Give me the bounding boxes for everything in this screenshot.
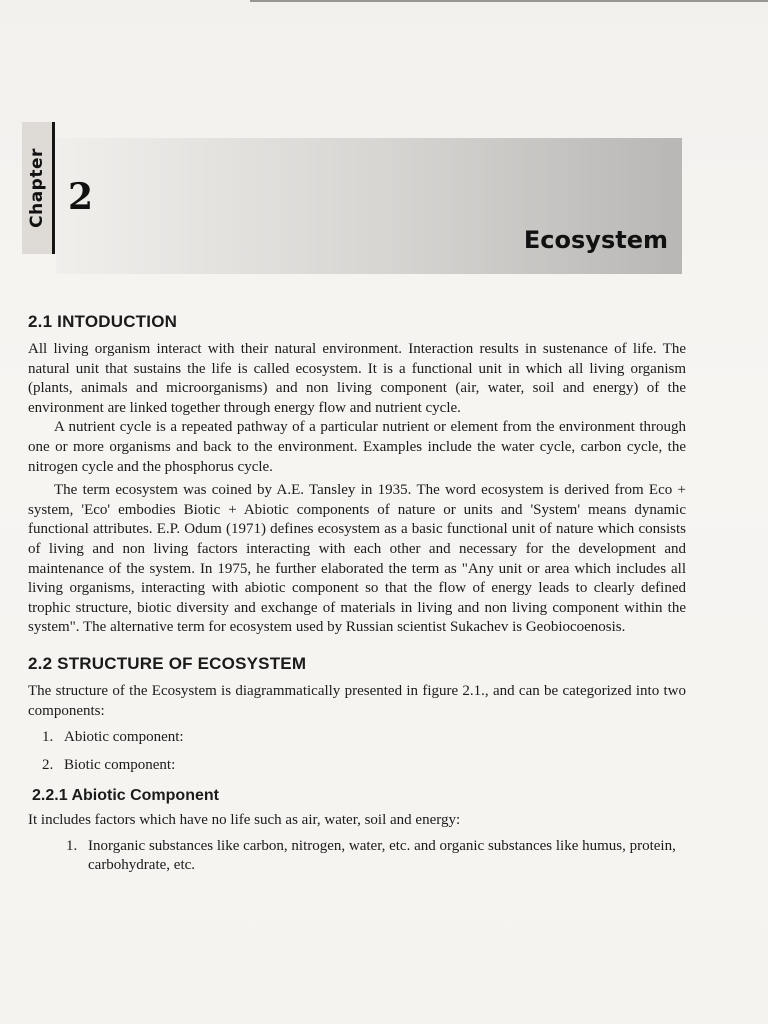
subsection-heading-abiotic: 2.2.1 Abiotic Component xyxy=(32,787,219,805)
list-item-number: 1. xyxy=(66,837,78,854)
section-heading-structure: 2.2 STRUCTURE OF ECOSYSTEM xyxy=(28,653,307,673)
list-item-text: Biotic component: xyxy=(64,757,176,774)
list-item-number: 2. xyxy=(42,757,54,774)
section-heading-introduction: 2.1 INTODUCTION xyxy=(28,312,178,331)
chapter-number: 2 xyxy=(68,176,94,218)
list-item-number: 1. xyxy=(42,729,54,746)
list-item-text: Abiotic component: xyxy=(64,729,184,746)
component-list xyxy=(28,727,686,775)
abiotic-list xyxy=(28,837,686,876)
intro-paragraph-1: All living organism interact with their natural environment. Interaction results in sustenance of life. The natural unit that sustains the life is called ecosystem. It is a functional unit in which all living organism (plants, animals and microorganisms) and non living component (air, water, soil and energy) of the environment are linked together through energy flow and nutrient cycle. xyxy=(28,341,686,416)
page-content xyxy=(28,312,686,876)
list-item xyxy=(66,837,686,876)
intro-paragraph-2: A nutrient cycle is a repeated pathway of a particular nutrient or element from the environment through one or more organisms and back to the environment. Examples include the water cycle, carbon cycle, the nitrogen cycle and the phosphorus cycle. xyxy=(28,419,686,475)
abiotic-paragraph: It includes factors which have no life such as air, water, soil and energy: xyxy=(28,812,461,829)
chapter-title: Ecosystem xyxy=(523,226,668,254)
list-item xyxy=(42,727,686,747)
chapter-tab xyxy=(22,122,55,254)
intro-paragraph-3: The term ecosystem was coined by A.E. Tansley in 1935. The word ecosystem is derived from Eco + system, 'Eco' embodies Biotic + Abiotic components of nature or units and 'System' means dynamic functional attributes. E.P. Odum (1971) defines ecosystem as a basic functional unit of nature which consists of living and non living factors interacting with each other and necessary for the development and maintenance of the system. In 1975, he further elaborated the term as "Any unit or area which includes all living organisms, interacting with abiotic component so that the flow of energy leads to clearly defined trophic structure, biotic diversity and exchange of materials in living and non living component within the system". The alternative term for ecosystem used by Russian scientist Sukachev is Geobiocoenosis. xyxy=(28,482,686,636)
chapter-label: Chapter xyxy=(27,148,47,228)
structure-paragraph: The structure of the Ecosystem is diagrammatically presented in figure 2.1., and can be categorized into two components: xyxy=(28,682,686,719)
list-item-text: Inorganic substances like carbon, nitrogen, water, etc. and organic substances like humus, protein, carbohydrate, etc. xyxy=(88,837,676,874)
chapter-banner xyxy=(22,120,682,274)
page-edge-line xyxy=(250,0,768,2)
list-item xyxy=(42,755,686,775)
